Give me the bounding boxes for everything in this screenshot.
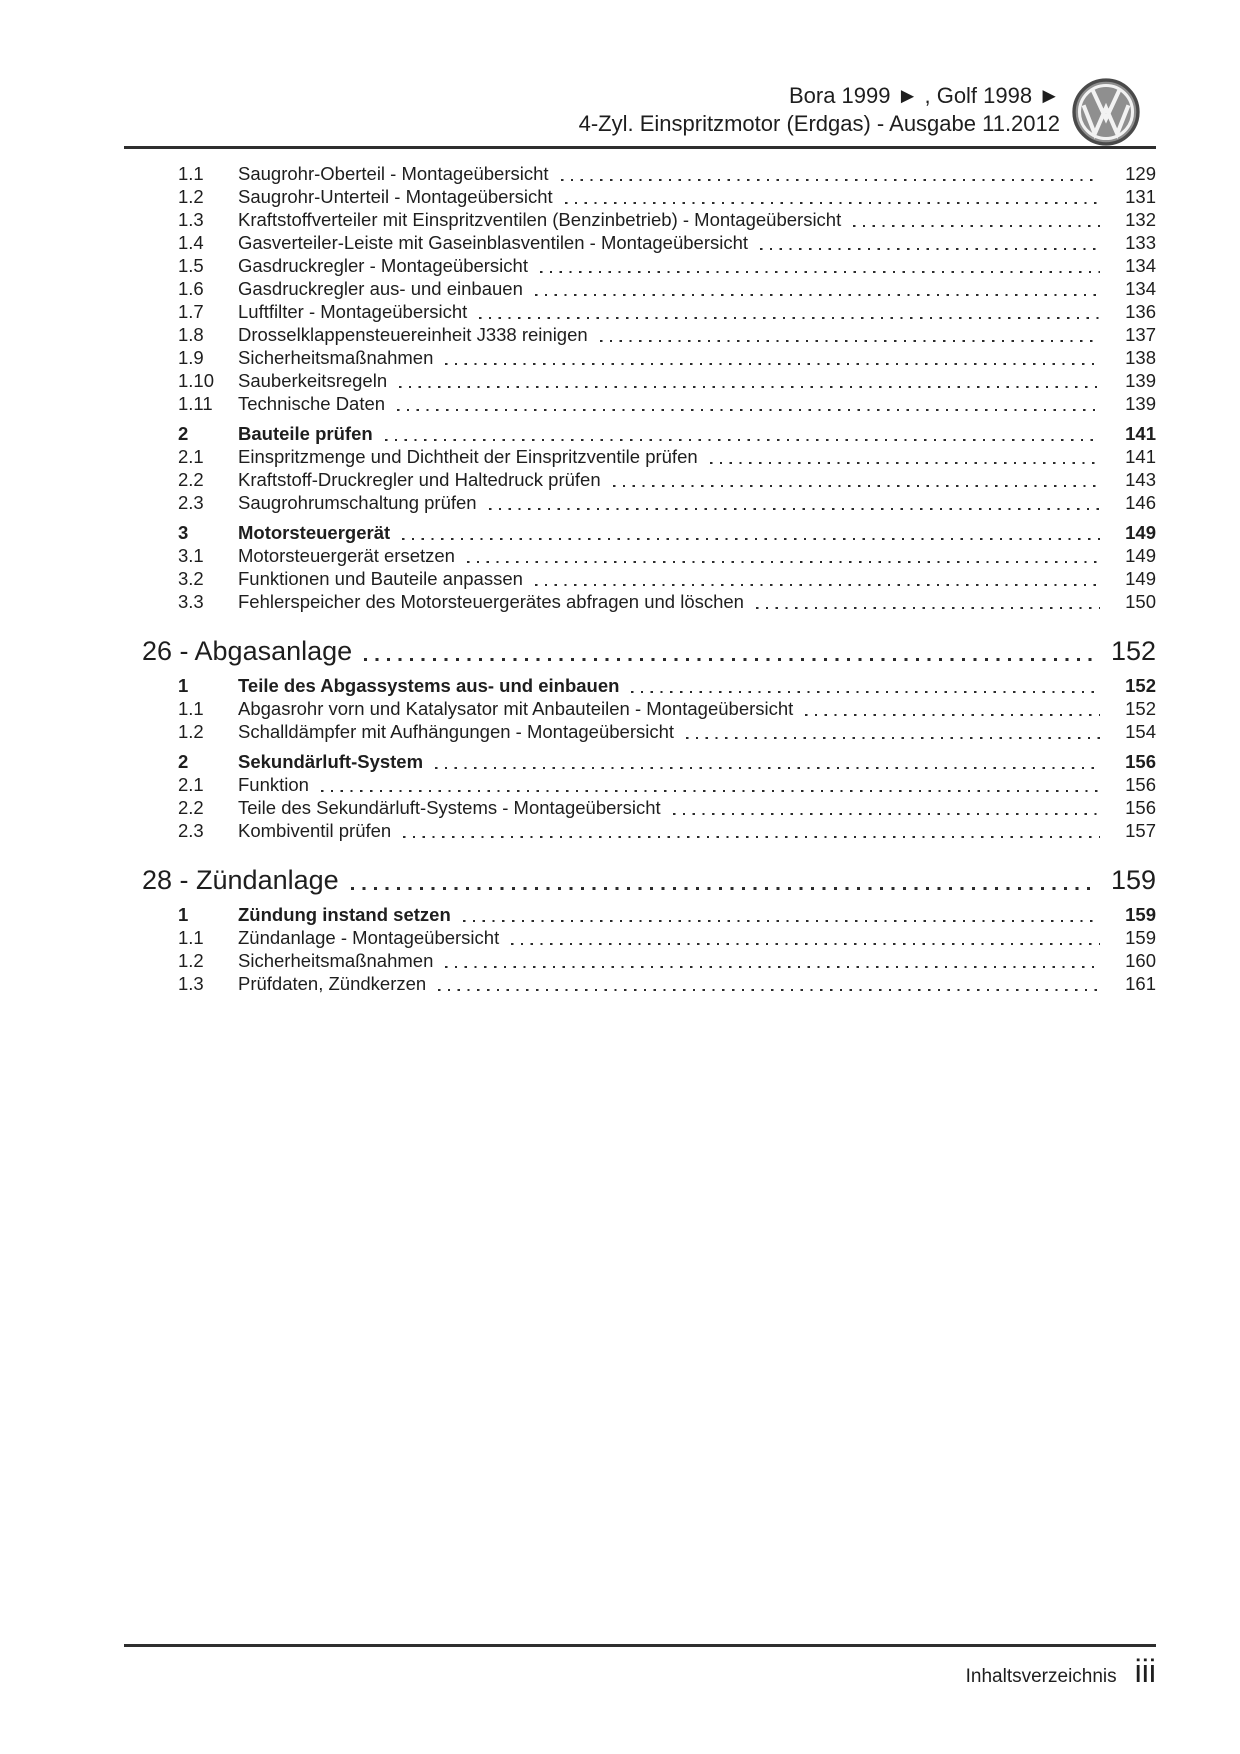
entry-title: Prüfdaten, Zündkerzen bbox=[238, 973, 427, 994]
toc-entry bbox=[124, 231, 1156, 254]
entry-page-number: 156 bbox=[1125, 751, 1156, 772]
toc-entry bbox=[124, 521, 1156, 544]
entry-page-number: 132 bbox=[1125, 209, 1156, 230]
entry-page-number: 149 bbox=[1125, 545, 1156, 566]
entry-number: 1.10 bbox=[178, 370, 215, 391]
entry-title: Abgasrohr vorn und Katalysator mit Anbauteilen - Montageübersicht bbox=[238, 698, 794, 719]
page-footer bbox=[124, 1654, 1156, 1688]
dot-leader bbox=[853, 225, 1100, 227]
entry-title: Fehlerspeicher des Motorsteuergerätes abfragen und löschen bbox=[238, 591, 744, 612]
entry-number: 1.6 bbox=[178, 278, 204, 299]
entry-number: 3.2 bbox=[178, 568, 204, 589]
dot-leader bbox=[540, 271, 1100, 273]
entry-title: Luftfilter - Montageübersicht bbox=[238, 301, 468, 322]
dot-leader bbox=[463, 920, 1100, 922]
entry-title: Gasverteiler-Leiste mit Gaseinblasventilen - Montageübersicht bbox=[238, 232, 749, 253]
entry-title: Saugrohr-Unterteil - Montageübersicht bbox=[238, 186, 553, 207]
entry-number: 1.1 bbox=[178, 698, 204, 719]
entry-title: Teile des Sekundärluft-Systems - Montageübersicht bbox=[238, 797, 661, 818]
dot-leader bbox=[438, 989, 1100, 991]
entry-title: Teile des Abgassystems aus- und einbauen bbox=[238, 675, 620, 696]
entry-title: Sekundärluft-System bbox=[238, 751, 424, 772]
toc-entry bbox=[124, 590, 1156, 613]
entry-title: Motorsteuergerät ersetzen bbox=[238, 545, 455, 566]
entry-page-number: 134 bbox=[1125, 278, 1156, 299]
toc-entry bbox=[124, 926, 1156, 949]
dot-leader bbox=[631, 691, 1100, 693]
toc-entry bbox=[124, 697, 1156, 720]
toc-entry bbox=[124, 544, 1156, 567]
footer-rule bbox=[124, 1644, 1156, 1647]
dot-leader bbox=[805, 714, 1100, 716]
entry-page-number: 134 bbox=[1125, 255, 1156, 276]
toc-entry bbox=[124, 300, 1156, 323]
entry-number: 1.9 bbox=[178, 347, 204, 368]
toc-entry bbox=[124, 162, 1156, 185]
chapter-page-number: 152 bbox=[1110, 636, 1156, 666]
entry-title: Funktionen und Bauteile anpassen bbox=[238, 568, 523, 589]
entry-page-number: 139 bbox=[1125, 370, 1156, 391]
entry-page-number: 139 bbox=[1125, 393, 1156, 414]
entry-title: Kraftstoff-Druckregler und Haltedruck prüfen bbox=[238, 469, 601, 490]
dot-leader bbox=[399, 386, 1100, 388]
toc-entry bbox=[124, 445, 1156, 468]
dot-leader bbox=[397, 409, 1100, 411]
entry-page-number: 146 bbox=[1125, 492, 1156, 513]
header-edition-line: 4-Zyl. Einspritzmotor (Erdgas) - Ausgabe 11.2012 bbox=[578, 111, 1060, 136]
entry-title: Gasdruckregler aus- und einbauen bbox=[238, 278, 523, 299]
dot-leader bbox=[511, 943, 1100, 945]
vw-logo-icon bbox=[1072, 78, 1140, 146]
entry-number: 1.3 bbox=[178, 209, 204, 230]
dot-leader bbox=[467, 561, 1100, 563]
toc-entry bbox=[124, 750, 1156, 773]
dot-leader bbox=[535, 294, 1100, 296]
dot-leader bbox=[435, 767, 1100, 769]
toc-entry bbox=[124, 903, 1156, 926]
entry-number: 1.2 bbox=[178, 186, 204, 207]
entry-number: 2 bbox=[178, 423, 189, 444]
dot-leader bbox=[561, 179, 1100, 181]
entry-title: Funktion bbox=[238, 774, 309, 795]
entry-title: Saugrohrumschaltung prüfen bbox=[238, 492, 477, 513]
entry-page-number: 150 bbox=[1125, 591, 1156, 612]
dot-leader bbox=[402, 538, 1100, 540]
dot-leader bbox=[535, 584, 1100, 586]
chapter-label: 26 - Abgasanlage bbox=[142, 636, 353, 666]
header-rule bbox=[124, 146, 1156, 149]
dot-leader bbox=[351, 887, 1092, 890]
chapter-page-number: 159 bbox=[1110, 865, 1156, 895]
entry-title: Zündung instand setzen bbox=[238, 904, 451, 925]
toc-entry bbox=[124, 369, 1156, 392]
entry-page-number: 131 bbox=[1125, 186, 1156, 207]
entry-page-number: 143 bbox=[1125, 469, 1156, 490]
entry-number: 2.1 bbox=[178, 446, 204, 467]
toc-entry bbox=[124, 819, 1156, 842]
entry-page-number: 152 bbox=[1125, 675, 1156, 696]
entry-number: 2.3 bbox=[178, 820, 204, 841]
dot-leader bbox=[600, 340, 1100, 342]
footer-label: Inhaltsverzeichnis bbox=[965, 1666, 1117, 1687]
dot-leader bbox=[489, 508, 1100, 510]
toc-entry bbox=[124, 773, 1156, 796]
entry-title: Saugrohr-Oberteil - Montageübersicht bbox=[238, 163, 549, 184]
entry-number: 3 bbox=[178, 522, 189, 543]
entry-page-number: 133 bbox=[1125, 232, 1156, 253]
entry-title: Drosselklappensteuereinheit J338 reinigen bbox=[238, 324, 588, 345]
entry-number: 1.11 bbox=[178, 393, 213, 414]
entry-title: Schalldämpfer mit Aufhängungen - Montageübersicht bbox=[238, 721, 675, 742]
entry-title: Kraftstoffverteiler mit Einspritzventilen (Benzinbetrieb) - Montageübersicht bbox=[238, 209, 842, 230]
chapter-label: 28 - Zündanlage bbox=[142, 865, 339, 895]
entry-number: 2.3 bbox=[178, 492, 204, 513]
toc-entry bbox=[124, 491, 1156, 514]
entry-page-number: 138 bbox=[1125, 347, 1156, 368]
entry-title: Einspritzmenge und Dichtheit der Einspritzventile prüfen bbox=[238, 446, 698, 467]
toc-entry bbox=[124, 949, 1156, 972]
entry-title: Bauteile prüfen bbox=[238, 423, 373, 444]
dot-leader bbox=[403, 836, 1100, 838]
dot-leader bbox=[565, 202, 1100, 204]
page-header bbox=[579, 82, 1060, 138]
entry-page-number: 159 bbox=[1125, 927, 1156, 948]
entry-page-number: 149 bbox=[1125, 522, 1156, 543]
entry-page-number: 149 bbox=[1125, 568, 1156, 589]
entry-number: 1.3 bbox=[178, 973, 204, 994]
entry-page-number: 141 bbox=[1125, 423, 1156, 444]
dot-leader bbox=[479, 317, 1100, 319]
dot-leader bbox=[321, 790, 1100, 792]
entry-page-number: 157 bbox=[1125, 820, 1156, 841]
dot-leader bbox=[760, 248, 1100, 250]
dot-leader bbox=[364, 658, 1092, 661]
toc-entry bbox=[124, 346, 1156, 369]
entry-page-number: 137 bbox=[1125, 324, 1156, 345]
entry-number: 1.8 bbox=[178, 324, 204, 345]
entry-title: Gasdruckregler - Montageübersicht bbox=[238, 255, 528, 276]
entry-page-number: 156 bbox=[1125, 774, 1156, 795]
toc-entry bbox=[124, 796, 1156, 819]
dot-leader bbox=[686, 737, 1100, 739]
entry-title: Sicherheitsmaßnahmen bbox=[238, 950, 434, 971]
entry-title: Motorsteuergerät bbox=[238, 522, 391, 543]
header-model-line: Bora 1999 ► , Golf 1998 ► bbox=[788, 83, 1060, 108]
entry-number: 2.2 bbox=[178, 797, 204, 818]
entry-page-number: 141 bbox=[1125, 446, 1156, 467]
entry-page-number: 152 bbox=[1125, 698, 1156, 719]
entry-page-number: 159 bbox=[1125, 904, 1156, 925]
entry-number: 2.2 bbox=[178, 469, 204, 490]
toc-entry bbox=[124, 674, 1156, 697]
entry-number: 2 bbox=[178, 751, 189, 772]
toc-entry bbox=[124, 277, 1156, 300]
entry-page-number: 160 bbox=[1125, 950, 1156, 971]
entry-page-number: 161 bbox=[1125, 973, 1156, 994]
entry-number: 1.2 bbox=[178, 721, 204, 742]
dot-leader bbox=[445, 363, 1100, 365]
dot-leader bbox=[613, 485, 1100, 487]
entry-page-number: 136 bbox=[1125, 301, 1156, 322]
entry-number: 1 bbox=[178, 904, 189, 925]
entry-title: Technische Daten bbox=[238, 393, 386, 414]
toc-entry bbox=[124, 422, 1156, 445]
dot-leader bbox=[445, 966, 1100, 968]
toc-entry bbox=[124, 972, 1156, 995]
entry-number: 1.5 bbox=[178, 255, 204, 276]
entry-number: 1.2 bbox=[178, 950, 204, 971]
dot-leader bbox=[385, 439, 1100, 441]
toc-entry bbox=[124, 323, 1156, 346]
entry-number: 3.3 bbox=[178, 591, 204, 612]
entry-number: 1 bbox=[178, 675, 189, 696]
entry-number: 1.7 bbox=[178, 301, 204, 322]
toc-entry bbox=[124, 392, 1156, 415]
dot-leader bbox=[756, 607, 1100, 609]
entry-page-number: 154 bbox=[1125, 721, 1156, 742]
toc-entry bbox=[124, 185, 1156, 208]
entry-number: 1.1 bbox=[178, 927, 204, 948]
toc-chapter-row bbox=[124, 864, 1156, 896]
entry-number: 2.1 bbox=[178, 774, 204, 795]
entry-title: Sicherheitsmaßnahmen bbox=[238, 347, 434, 368]
dot-leader bbox=[673, 813, 1100, 815]
table-of-contents bbox=[124, 162, 1156, 995]
toc-entry bbox=[124, 254, 1156, 277]
toc-entry bbox=[124, 468, 1156, 491]
entry-page-number: 156 bbox=[1125, 797, 1156, 818]
entry-title: Zündanlage - Montageübersicht bbox=[238, 927, 500, 948]
toc-entry bbox=[124, 208, 1156, 231]
entry-number: 3.1 bbox=[178, 545, 204, 566]
dot-leader bbox=[710, 462, 1100, 464]
footer-page-number: iii bbox=[1134, 1653, 1156, 1689]
entry-page-number: 129 bbox=[1125, 163, 1156, 184]
entry-number: 1.1 bbox=[178, 163, 204, 184]
entry-title: Kombiventil prüfen bbox=[238, 820, 392, 841]
entry-title: Sauberkeitsregeln bbox=[238, 370, 388, 391]
toc-chapter-row bbox=[124, 635, 1156, 667]
toc-entry bbox=[124, 567, 1156, 590]
entry-number: 1.4 bbox=[178, 232, 204, 253]
toc-entry bbox=[124, 720, 1156, 743]
